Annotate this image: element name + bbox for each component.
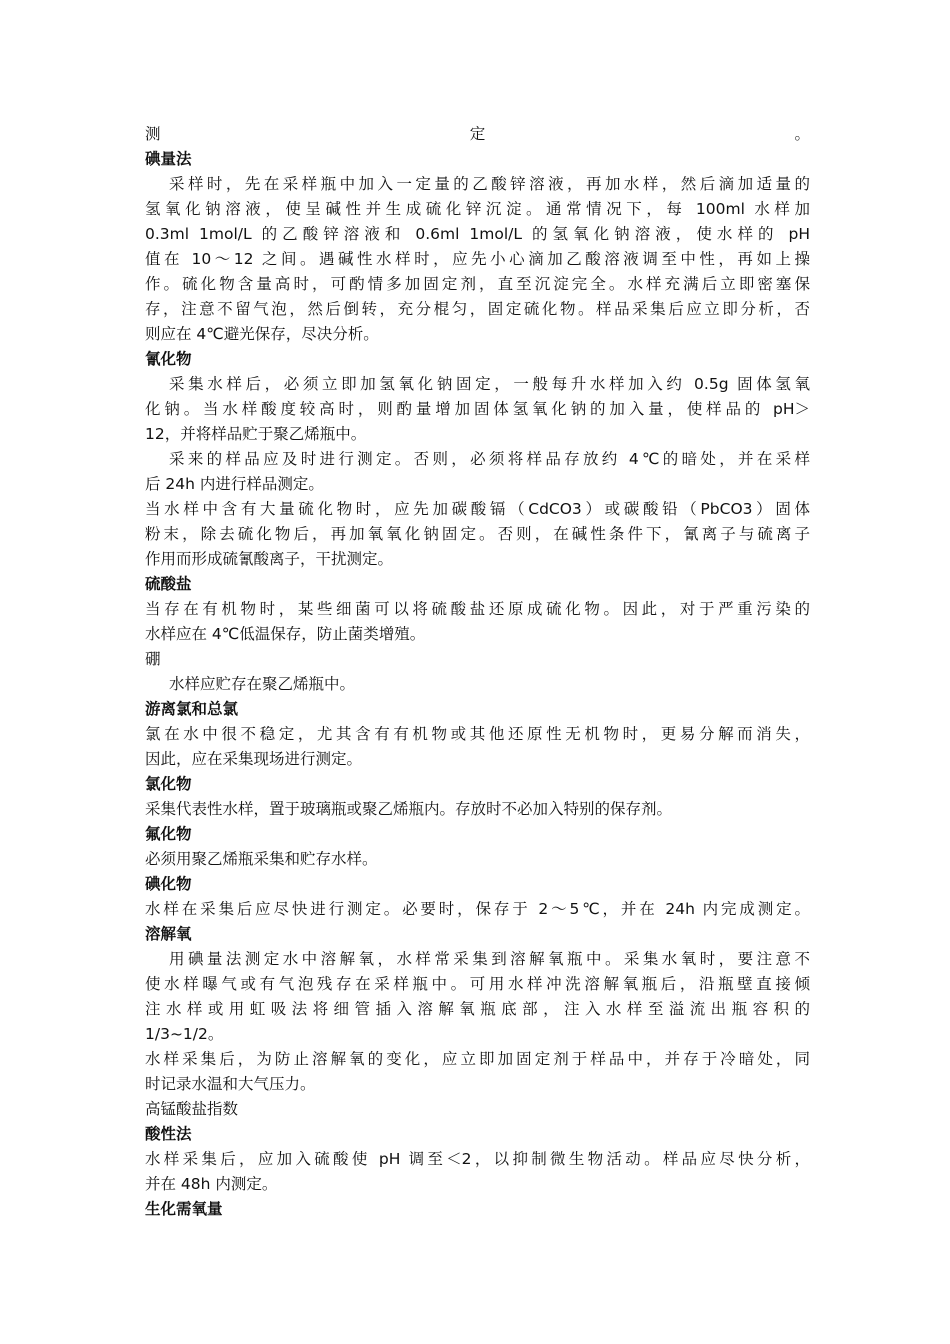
text-line: 后 24h 内进行样品测定。 [145, 475, 324, 493]
text-line: 采来的样品应及时进行测定。否则，必须将样品存放约 4℃的暗处，并在采样 [169, 450, 810, 468]
text-line: 水样在采集后应尽快进行测定。必要时，保存于 2～5℃，并在 24h 内完成测定。 [145, 900, 810, 918]
text-line: 必须用聚乙烯瓶采集和贮存水样。 [145, 850, 378, 868]
text-line: 采集代表性水样，置于玻璃瓶或聚乙烯瓶内。存放时不必加入特别的保存剂。 [145, 800, 673, 818]
text-line: 采集水样后，必须立即加氢氧化钠固定，一般每升水样加入约 0.5g 固体氢氧 [169, 375, 810, 393]
section-heading: 碘化物 [145, 875, 192, 893]
text-line: 作。硫化物含量高时，可酌情多加固定剂，直至沉淀完全。水样充满后立即密塞保 [145, 275, 810, 293]
text-line: 时记录水温和大气压力。 [145, 1075, 316, 1093]
text-line: 0.3ml 1mol/L 的乙酸锌溶液和 0.6ml 1mol/L 的氢氧化钠溶液，使水样的 pH [145, 225, 810, 243]
text-line: 因此，应在采集现场进行测定。 [145, 750, 363, 768]
text-line: 采样时，先在采样瓶中加入一定量的乙酸锌溶液，再加水样，然后滴加适量的 [169, 175, 810, 193]
section-heading: 硫酸盐 [145, 575, 192, 593]
text-line: 化钠。当水样酸度较高时，则酌量增加固体氢氧化钠的加入量，使样品的 pH＞ [145, 400, 810, 418]
section-heading: 氟化物 [145, 825, 192, 843]
text-line: 1/3~1/2。 [145, 1025, 224, 1043]
section-heading: 溶解氧 [145, 925, 192, 943]
section-heading: 碘量法 [145, 150, 192, 168]
text-line: 当水样中含有大量硫化物时，应先加碳酸镉（CdCO3）或碳酸铅（PbCO3）固体 [145, 500, 810, 518]
document-page [145, 122, 810, 1222]
text-line: 当存在有机物时，某些细菌可以将硫酸盐还原成硫化物。因此，对于严重污染的 [145, 600, 810, 618]
section-heading: 游离氯和总氯 [145, 700, 239, 718]
text-line: 水样应贮存在聚乙烯瓶中。 [169, 675, 356, 693]
text-line: 水样应在 4℃低温保存，防止菌类增殖。 [145, 625, 426, 643]
text-line: 硼 [145, 650, 161, 668]
text-line: 存，注意不留气泡，然后倒转，充分棍匀，固定硫化物。样品采集后应立即分析，否 [145, 300, 810, 318]
section-heading: 生化需氧量 [145, 1200, 223, 1218]
text-line: 用碘量法测定水中溶解氧，水样常采集到溶解氧瓶中。采集水氧时，要注意不 [169, 950, 810, 968]
text-line: 高锰酸盐指数 [145, 1100, 239, 1118]
section-heading: 氰化物 [145, 350, 192, 368]
text-line: 值在 10～12 之间。遇碱性水样时，应先小心滴加乙酸溶液调至中性，再如上操 [145, 250, 810, 268]
text-line: 氢氧化钠溶液，使呈碱性并生成硫化锌沉淀。通常情况下，每 100ml 水样加 [145, 200, 810, 218]
text-line: 并在 48h 内测定。 [145, 1175, 278, 1193]
text-line: 注水样或用虹吸法将细管插入溶解氧瓶底部，注入水样至溢流出瓶容积的 [145, 1000, 810, 1018]
text-line: 水样采集后，为防止溶解氧的变化，应立即加固定剂于样品中，并存于冷暗处，同 [145, 1050, 810, 1068]
text-line: 则应在 4℃避光保存，尽决分析。 [145, 325, 379, 343]
text-line: 氯在水中很不稳定，尤其含有有机物或其他还原性无机物时，更易分解而消失， [145, 725, 810, 743]
text-line: 使水样曝气或有气泡残存在采样瓶中。可用水样冲洗溶解氧瓶后，沿瓶壁直接倾 [145, 975, 810, 993]
section-heading: 氯化物 [145, 775, 192, 793]
text-line: 测定。 [145, 125, 810, 143]
text-line: 粉末，除去硫化物后，再加氧氧化钠固定。否则，在碱性条件下，氰离子与硫离子 [145, 525, 810, 543]
text-line: 水样采集后，应加入硫酸使 pH 调至＜2，以抑制微生物活动。样品应尽快分析， [145, 1150, 810, 1168]
section-heading: 酸性法 [145, 1125, 192, 1143]
text-line: 作用而形成硫氰酸离子，干扰测定。 [145, 550, 394, 568]
text-line: 12，并将样品贮于聚乙烯瓶中。 [145, 425, 367, 443]
